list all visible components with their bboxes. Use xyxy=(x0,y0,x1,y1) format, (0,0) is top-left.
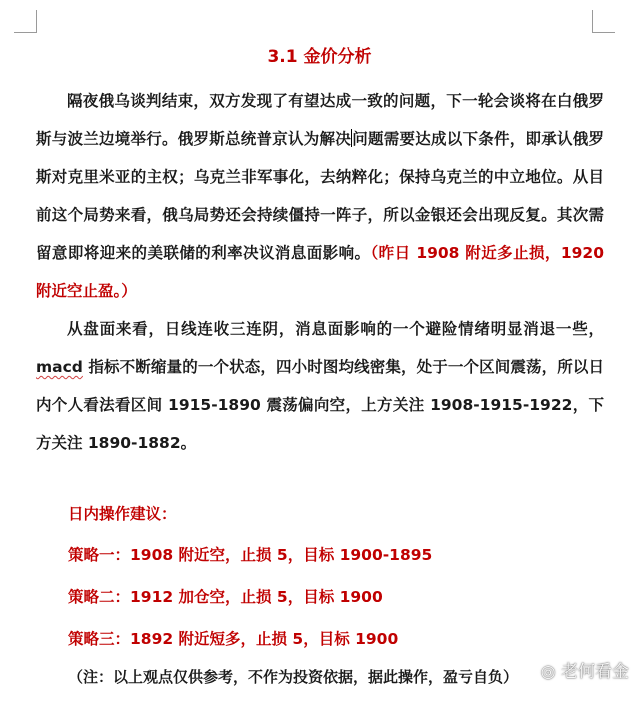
disclaimer-note: （注：以上观点仅供参考，不作为投资依据，据此操作，盈亏自负） xyxy=(68,668,519,686)
watermark-logo-icon: ◎ xyxy=(540,662,556,682)
paragraph-news xyxy=(36,82,604,310)
paragraph-technical xyxy=(36,310,604,462)
crop-mark-top-right xyxy=(592,10,615,33)
paragraph-technical-text-b: 指标不断缩量的一个状态，四小时图均线密集，处于一个区间震荡，所以日内个人看法看区间 1915-1890 震荡偏向空，上方关注 1908-1915-1922，下方关注 1890-1882。 xyxy=(36,358,604,452)
crop-mark-top-left xyxy=(14,10,37,33)
strategy-2: 策略二：1912 加仓空，止损 5，目标 1900 xyxy=(68,588,383,606)
strategy-1: 策略一：1908 附近空，止损 5，目标 1900-1895 xyxy=(68,546,433,564)
yesterday-result-text: （昨日 1908 附近多止损，1920 附近空止盈。） xyxy=(36,244,604,300)
paragraph-news-text-a: 隔夜俄乌谈判结束，双方发现了有望达成一致的问题，下一轮会谈将在白俄罗斯与波兰边境举行。俄罗斯总统普京认为解决 xyxy=(36,92,604,148)
paragraph-technical-text-a: 从盘面来看，日线连收三连阴，消息面影响的一个避险情绪明显消退一些， xyxy=(67,320,604,338)
watermark xyxy=(541,657,629,682)
watermark-text: 老何看金 xyxy=(561,662,629,682)
strategy-3: 策略三：1892 附近短多，止损 5，目标 1900 xyxy=(68,630,399,648)
document-body[interactable] xyxy=(36,82,604,462)
advice-heading: 日内操作建议： xyxy=(68,505,177,523)
section-title: 3.1 金价分析 xyxy=(267,47,372,67)
spellcheck-word: macd xyxy=(36,358,83,376)
paragraph-news-text-b: 问题需要达成以下条件，即承认俄罗斯对克里米亚的主权；乌克兰非军事化，去纳粹化；保持乌克兰的中立地位。从目前这个局势来看，俄乌局势还会持续僵持一阵子，所以金银还会出现反复。其次需留意即将迎来的美联储的利率决议消息面影响。 xyxy=(36,130,604,262)
